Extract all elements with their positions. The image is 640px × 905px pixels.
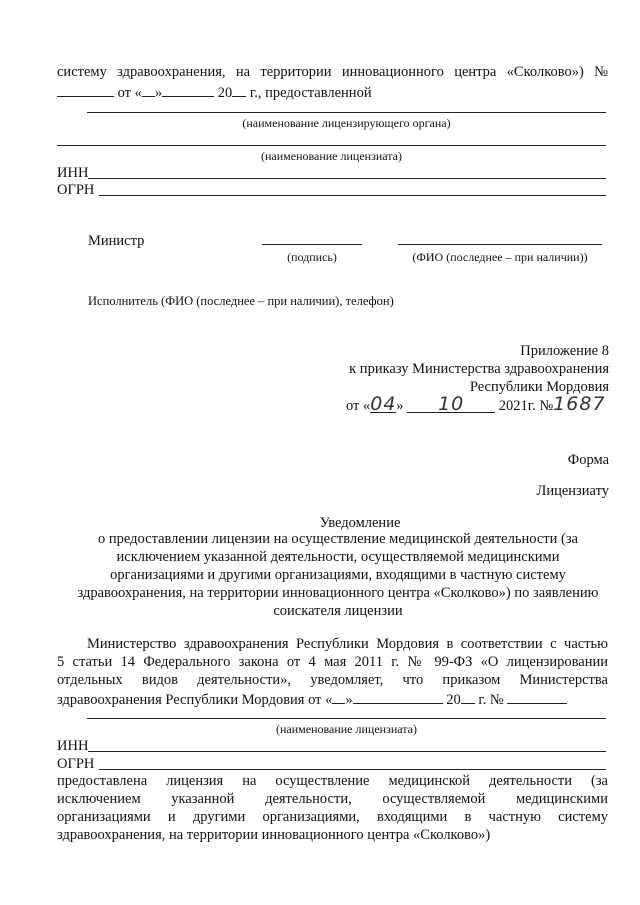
body-year-prefix: 20	[446, 692, 461, 708]
body-number-prefix: г. №	[478, 692, 504, 708]
body-ogrn-label: ОГРН	[57, 756, 95, 772]
caption-sign: (подпись)	[287, 250, 337, 264]
body-date-prefix: здравоохранения Республики Мордовия от «	[57, 692, 333, 708]
body-blank-number	[507, 690, 567, 704]
body-blank-year	[461, 690, 475, 704]
body-caption-licensee: (наименование лицензиата)	[276, 722, 417, 736]
addressee-label: Лицензиату	[536, 483, 609, 499]
appendix-title: Приложение 8	[520, 343, 609, 359]
body-line-3: отдельных видов деятельности», уведомляет, что приказом Министерства	[57, 672, 608, 688]
body-line-2: 5 статьи 14 Федерального закона от 4 мая 2011 г. № 99-ФЗ «О лицензировании	[57, 654, 608, 670]
body2-line-2: исключением указанной деятельности, осуществляемой медицинскими	[57, 791, 608, 807]
handwritten-number: 1687	[553, 393, 606, 415]
notice-line-3: организациями и другими организациями, входящими в частную систему	[110, 567, 566, 583]
body-line-1: Министерство здравоохранения Республики Мордовия в соответствии с частью	[87, 636, 608, 652]
date-prefix: от «	[117, 85, 142, 101]
notice-title: Уведомление	[319, 515, 401, 531]
inn-label: ИНН	[57, 165, 89, 181]
sign-line	[262, 244, 362, 245]
top-line-2	[57, 83, 372, 102]
licensee-line	[57, 145, 606, 146]
inn-line	[88, 178, 606, 179]
caption-organ: (наименование лицензирующего органа)	[242, 116, 451, 130]
body-ogrn-line	[99, 769, 606, 770]
body2-line-1: предоставлена лицензия на осуществление медицинской деятельности (за	[57, 773, 608, 789]
body-blank-month	[353, 690, 443, 704]
caption-licensee: (наименование лицензиата)	[261, 149, 402, 163]
body2-line-3: организациями и другими организациями, входящими в частную систему	[57, 809, 608, 825]
appendix-order: к приказу Министерства здравоохранения	[349, 361, 609, 377]
handwritten-day: 04	[370, 393, 397, 415]
blank-day	[142, 83, 155, 97]
year-prefix: 20	[217, 85, 233, 101]
form-label: Форма	[567, 452, 609, 468]
ogrn-line	[99, 195, 606, 196]
body-date-mid: »	[345, 692, 353, 708]
blank-number	[57, 83, 114, 97]
body-line-4	[57, 690, 567, 709]
ogrn-label: ОГРН	[57, 182, 95, 198]
body-blank-day	[332, 690, 345, 704]
minister-label: Министр	[88, 233, 145, 249]
blank-year	[232, 83, 246, 97]
notice-line-5: соискателя лицензии	[273, 603, 403, 619]
notice-line-2: исключением указанной деятельности, осуществляемой медицинскими	[116, 549, 560, 565]
organ-line	[87, 112, 606, 113]
body-inn-line	[88, 751, 606, 752]
top-line-1: систему здравоохранения, на территории инновационного центра «Сколково») №	[57, 64, 608, 80]
body-licensee-line	[87, 718, 606, 719]
handwritten-month: 10	[407, 396, 495, 413]
fio-line	[398, 244, 602, 245]
granted-text: г., предоставленной	[249, 85, 372, 101]
body-inn-label: ИНН	[57, 738, 89, 754]
notice-line-1: о предоставлении лицензии на осуществление медицинской деятельности (за	[98, 531, 578, 547]
appendix-date	[346, 393, 606, 415]
blank-month	[162, 83, 214, 97]
date-close: »	[396, 398, 404, 414]
caption-fio: (ФИО (последнее – при наличии))	[412, 250, 588, 264]
appendix-region: Республики Мордовия	[469, 379, 609, 395]
date-open: от «	[346, 398, 371, 414]
executor-label: Исполнитель (ФИО (последнее – при наличии), телефон)	[88, 294, 394, 308]
body2-line-4: здравоохранения, на территории инновационного центра «Сколково»)	[57, 827, 491, 843]
notice-line-4: здравоохранения, на территории инновационного центра «Сколково») по заявлению	[77, 585, 599, 601]
date-mid: »	[154, 85, 163, 101]
date-year: 2021г. №	[498, 398, 554, 414]
